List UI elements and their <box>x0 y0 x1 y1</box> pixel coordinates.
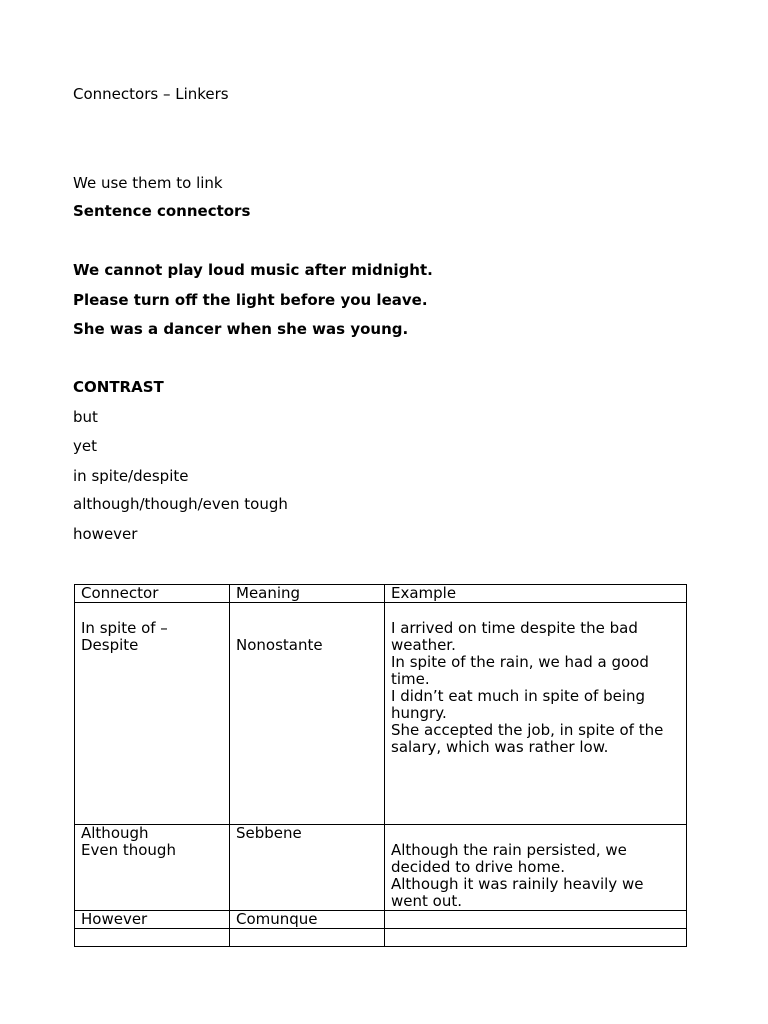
table-row <box>75 911 687 929</box>
table-row <box>75 825 687 911</box>
table-header-row <box>75 585 687 603</box>
example-cell <box>385 911 687 929</box>
example-sentence: Please turn off the light before you leave. <box>73 291 428 309</box>
example-sentence: She was a dancer when she was young. <box>73 320 409 338</box>
example-sentence: We cannot play loud music after midnight. <box>73 261 433 279</box>
contrast-item: although/though/even tough <box>73 495 288 513</box>
column-header-meaning: Meaning <box>230 585 385 603</box>
connectors-table <box>74 584 687 947</box>
column-header-example: Example <box>385 585 687 603</box>
example-cell: I arrived on time despite the bad weather. In spite of the rain, we had a good time. I didn’t eat much in spite of being hungry. She accepted the job, in spite of the salary, which was rather low. <box>385 603 687 825</box>
column-header-connector: Connector <box>75 585 230 603</box>
connector-cell <box>75 929 230 947</box>
meaning-cell <box>230 929 385 947</box>
meaning-cell: Comunque <box>230 911 385 929</box>
table-row <box>75 603 687 825</box>
contrast-heading: CONTRAST <box>73 378 164 396</box>
example-cell: Although the rain persisted, we decided to drive home. Although it was rainily heavily we went out. <box>385 825 687 911</box>
contrast-item: yet <box>73 437 97 455</box>
contrast-item: but <box>73 408 98 426</box>
page-title: Connectors – Linkers <box>73 85 229 103</box>
contrast-item: however <box>73 525 138 543</box>
section-heading: Sentence connectors <box>73 202 251 220</box>
contrast-item: in spite/despite <box>73 467 189 485</box>
intro-text: We use them to link <box>73 174 223 192</box>
connector-cell: In spite of – Despite <box>75 603 230 825</box>
example-cell <box>385 929 687 947</box>
connector-cell: Although Even though <box>75 825 230 911</box>
meaning-cell: Sebbene <box>230 825 385 911</box>
connector-cell: However <box>75 911 230 929</box>
meaning-cell: Nonostante <box>230 603 385 825</box>
table-row <box>75 929 687 947</box>
